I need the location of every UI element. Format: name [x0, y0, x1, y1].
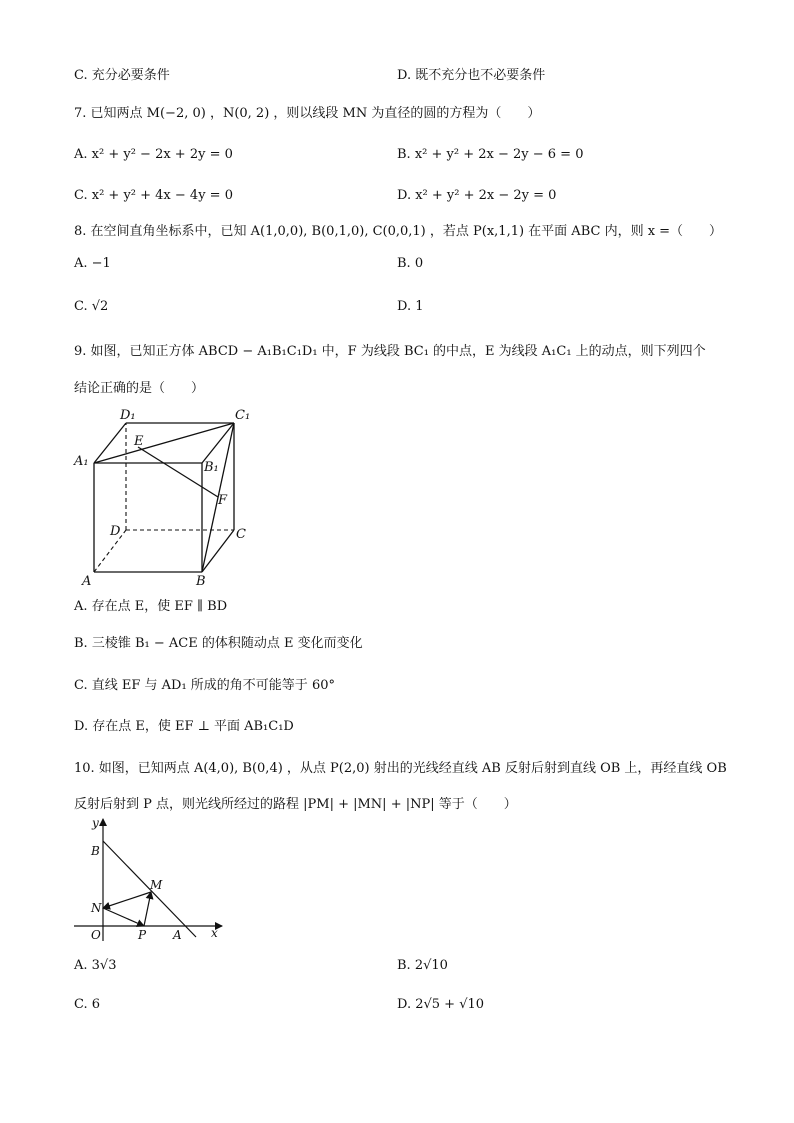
q9-option-d: D. 存在点 E，使 EF ⊥ 平面 AB₁C₁D — [74, 719, 294, 734]
q7-stem: 7. 已知两点 M(−2, 0) ，N(0, 2) ，则以线段 MN 为直径的圆的方程为（ ） — [74, 106, 541, 121]
q10-stem-line2: 反射后射到 P 点，则光线所经过的路程 |PM| + |MN| + |NP| 等于（ ） — [74, 797, 517, 812]
ray-np — [103, 908, 144, 926]
q7-option-a: A. x² + y² − 2x + 2y = 0 — [74, 147, 233, 162]
q9-stem-line1: 9. 如图，已知正方体 ABCD − A₁B₁C₁D₁ 中，F 为线段 BC₁ 的中点，E 为线段 A₁C₁ 上的动点，则下列四个 — [74, 344, 706, 359]
label-d1: D₁ — [120, 408, 136, 423]
label-a: A — [173, 928, 182, 942]
q8-option-c: C. √2 — [74, 299, 109, 314]
q10-option-b: B. 2√10 — [397, 958, 448, 973]
label-n: N — [91, 901, 102, 915]
q9-option-a: A. 存在点 E，使 EF ∥ BD — [74, 599, 228, 614]
q10-option-d: D. 2√5 + √10 — [397, 997, 485, 1012]
segment-a1c1 — [94, 423, 234, 463]
q8-option-b: B. 0 — [397, 256, 424, 271]
q8-option-a: A. −1 — [74, 256, 111, 271]
q9-option-b: B. 三棱锥 B₁ − ACE 的体积随动点 E 变化而变化 — [74, 636, 363, 651]
label-b1: B₁ — [204, 460, 219, 475]
cube-figure — [72, 405, 262, 590]
q10-option-c: C. 6 — [74, 997, 101, 1012]
label-b: B — [196, 574, 206, 589]
label-y: y — [92, 816, 99, 830]
q9-stem-line2: 结论正确的是（ ） — [74, 381, 205, 396]
q10-stem-line1: 10. 如图，已知两点 A(4,0), B(0,4) ，从点 P(2,0) 射出的光线经直线 AB 反射后射到直线 OB 上，再经直线 OB — [74, 761, 727, 776]
label-d: D — [110, 524, 121, 539]
label-m: M — [150, 878, 163, 892]
coordinate-figure — [72, 815, 232, 945]
q10-option-a: A. 3√3 — [74, 958, 117, 973]
q6-option-d: D. 既不充分也不必要条件 — [397, 68, 546, 83]
edge-a1d1 — [94, 423, 126, 463]
q7-option-d: D. x² + y² + 2x − 2y = 0 — [397, 188, 557, 203]
q8-stem: 8. 在空间直角坐标系中，已知 A(1,0,0), B(0,1,0), C(0,0,1) ，若点 P(x,1,1) 在平面 ABC 内，则 x =（ ） — [74, 224, 723, 239]
q7-option-b: B. x² + y² + 2x − 2y − 6 = 0 — [397, 147, 584, 162]
label-p: P — [138, 928, 147, 942]
label-a: A — [82, 574, 92, 589]
q8-option-d: D. 1 — [397, 299, 424, 314]
label-a1: A₁ — [74, 454, 89, 469]
label-c: C — [236, 527, 246, 542]
label-b: B — [91, 844, 100, 858]
label-c1: C₁ — [235, 408, 251, 423]
label-x: x — [211, 926, 218, 940]
ray-pm — [144, 892, 151, 926]
q9-option-c: C. 直线 EF 与 AD₁ 所成的角不可能等于 60° — [74, 678, 335, 693]
q7-option-c: C. x² + y² + 4x − 4y = 0 — [74, 188, 233, 203]
ray-mn — [103, 892, 151, 908]
q6-option-c: C. 充分必要条件 — [74, 68, 170, 83]
label-e: E — [134, 434, 144, 449]
label-f: F — [218, 493, 228, 508]
label-o: O — [91, 928, 101, 942]
